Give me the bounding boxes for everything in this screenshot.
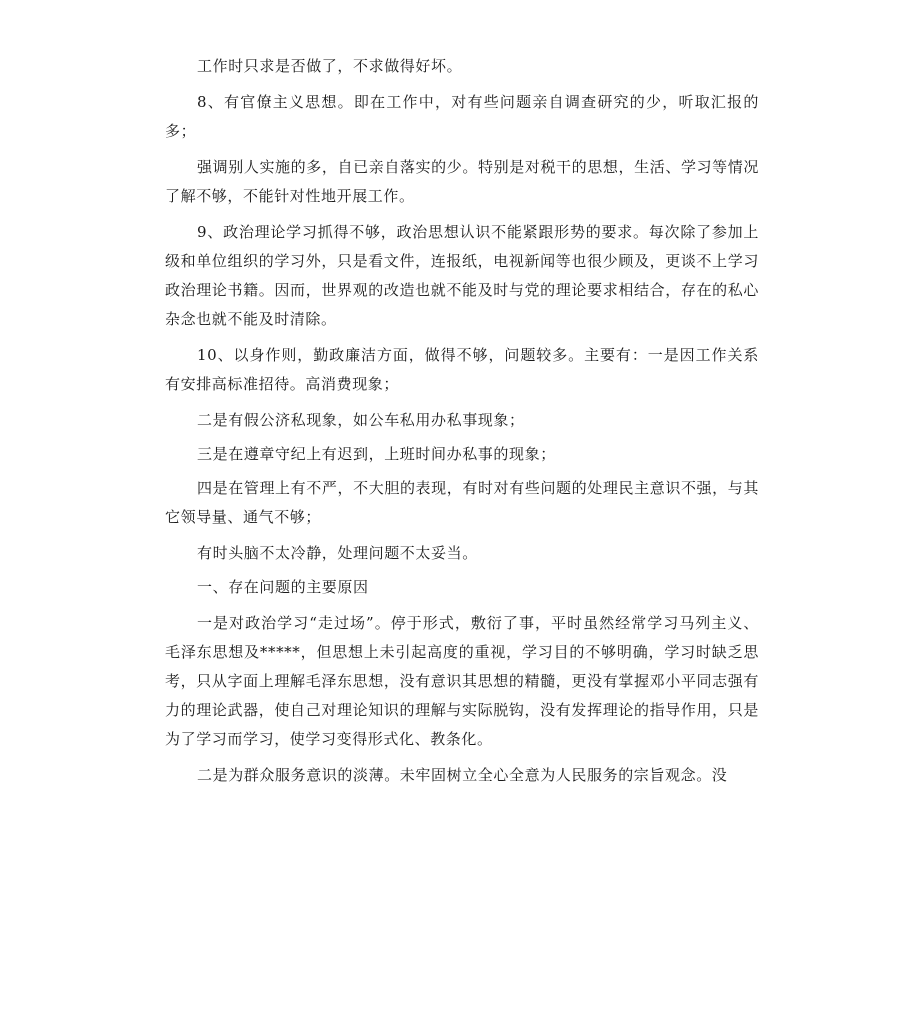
paragraph-3: 强调别人实施的多，自已亲自落实的少。特别是对税干的思想，生活、学习等情况了解不够，不能针对性地开展工作。 [165,158,759,205]
paragraph-2: 8、有官僚主义思想。即在工作中，对有些问题亲自调查研究的少，听取汇报的多； [165,93,759,140]
paragraph-7: 三是在遵章守纪上有迟到，上班时间办私事的现象； [197,445,556,463]
paragraph-1: 工作时只求是否做了，不求做得好坏。 [197,57,463,75]
paragraph-9: 有时头脑不太冷静，处理问题不太妥当。 [197,544,478,562]
paragraph-5: 10、以身作则，勤政廉洁方面，做得不够，问题较多。主要有：一是因工作关系有安排高标准招待。高消费现象； [165,346,759,393]
paragraph-4: 9、政治理论学习抓得不够，政治思想认识不能紧跟形势的要求。每次除了参加上级和单位组织的学习外，只是看文件，连报纸，电视新闻等也很少顾及，更谈不上学习政治理论书籍。因而，世界观的改造也就不能及时与党的理论要求相结合，存在的私心杂念也就不能及时清除。 [165,223,759,328]
paragraph-6: 二是有假公济私现象，如公车私用办私事现象； [197,411,525,429]
paragraph-8: 四是在管理上有不严，不大胆的表现，有时对有些问题的处理民主意识不强，与其它领导量、通气不够； [165,479,759,526]
paragraph-10: 一是对政治学习“走过场”。停于形式，敷衍了事，平时虽然经常学习马列主义、毛泽东思想及*****，但思想上未引起高度的重视，学习目的不够明确，学习时缺乏思考，只从字面上理解毛泽东思想，没有意识其思想的精髓，更没有掌握邓小平同志强有力的理论武器，使自己对理论知识的理解与实际脱钩，没有发挥理论的指导作用，只是为了学习而学习，使学习变得形式化、教条化。 [165,614,759,748]
document-page [165,52,759,797]
paragraph-11: 二是为群众服务意识的淡薄。未牢固树立全心全意为人民服务的宗旨观念。没 [197,766,728,784]
section-heading: 一、存在问题的主要原因 [197,578,369,596]
